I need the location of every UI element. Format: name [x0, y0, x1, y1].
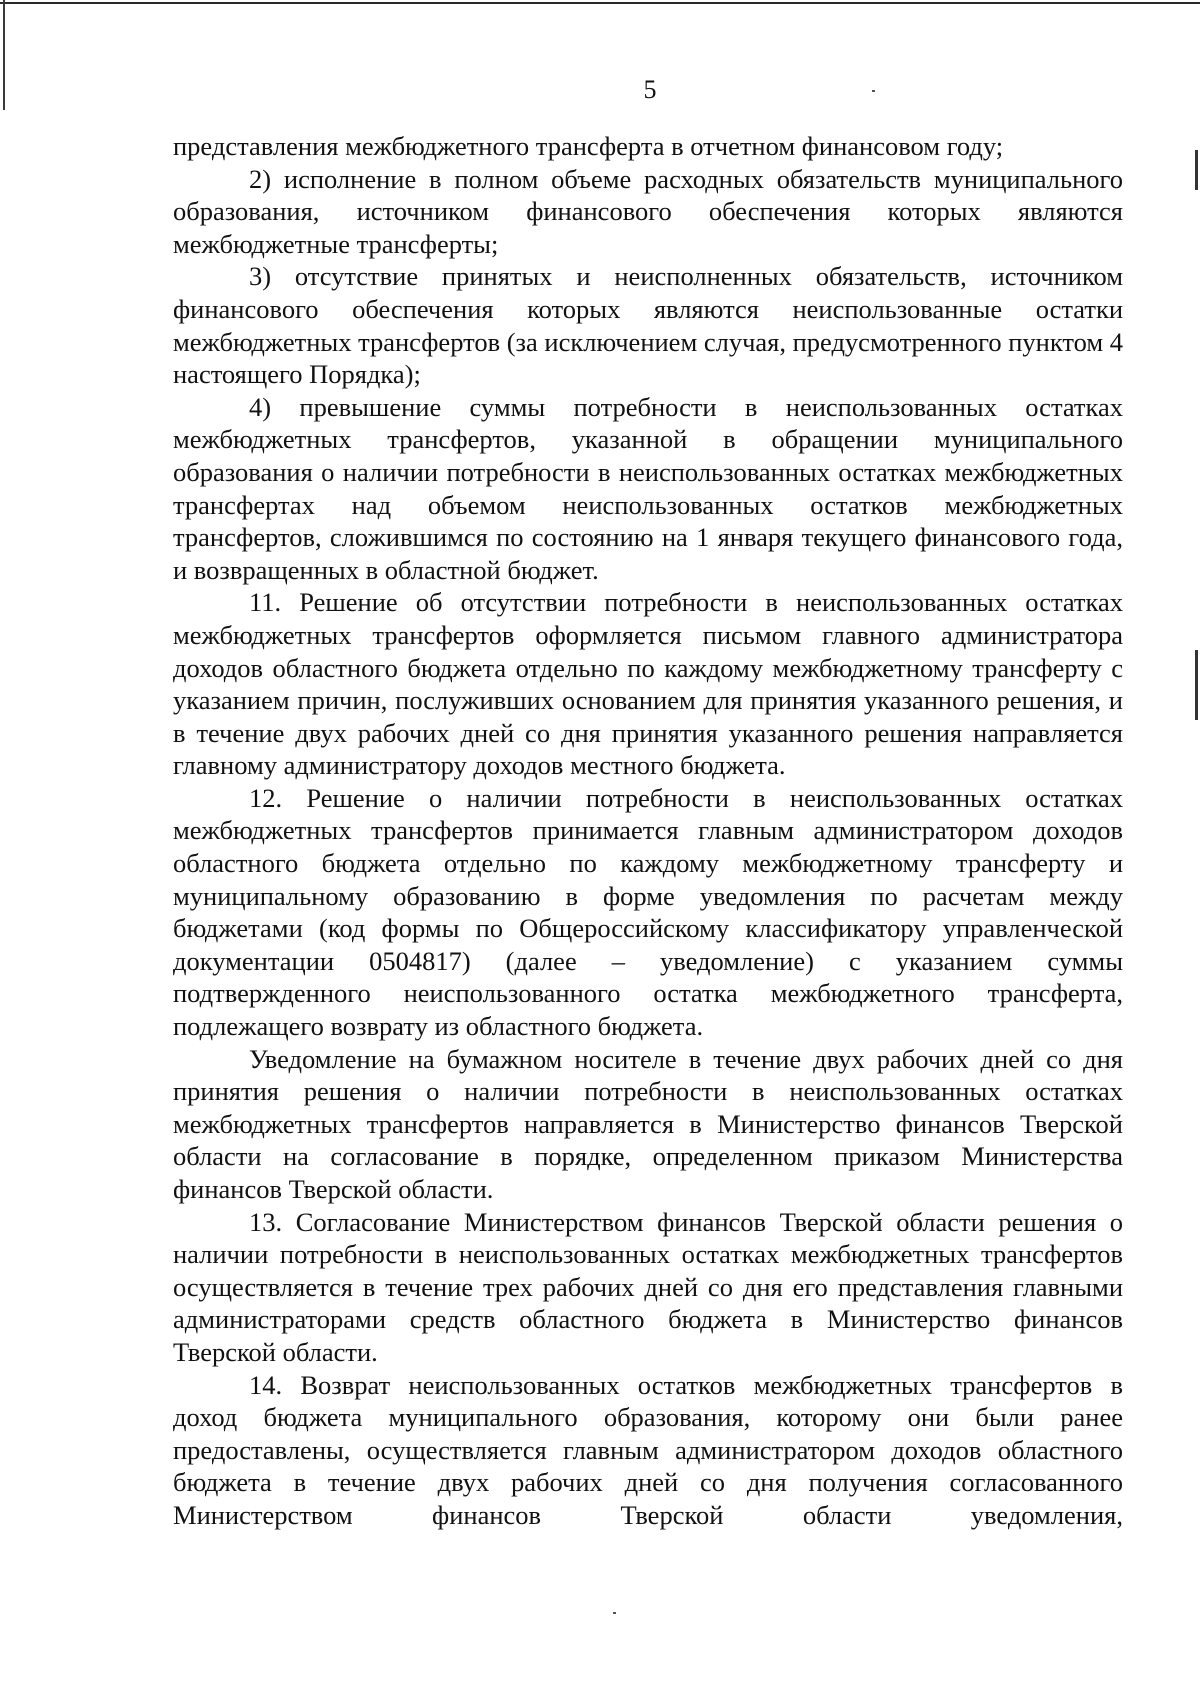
document-body	[173, 130, 1123, 1532]
paragraph-clause-14: 14. Возврат неиспользованных остатков межбюджетных трансфертов в доход бюджета муниципального образования, которому они были ранее предоставлены, осуществляется главным администратором доходов областного бюджета в течение двух рабочих дней со дня получения согласованного Министерством финансов Тверской области уведомления,	[173, 1369, 1123, 1530]
scan-speck	[613, 1612, 616, 1614]
paragraph-clause-13: 13. Согласование Министерством финансов Тверской области решения о наличии потребности в неиспользованных остатках межбюджетных трансфертов осуществляется в течение трех рабочих дней со дня его представления главными администраторами средств областного бюджета в Министерство финансов Тверской области.	[173, 1206, 1123, 1367]
scan-mark-right	[1195, 150, 1198, 190]
scan-mark-right	[1195, 650, 1198, 720]
paragraph-clause-12: 12. Решение о наличии потребности в неиспользованных остатках межбюджетных трансфертов принимается главным администратором доходов областного бюджета отдельно по каждому межбюджетному трансферту и муниципальному образованию в форме уведомления по расчетам между бюджетами (код формы по Общероссийскому классификатору управленческой документации 0504817) (далее – уведомление) с указанием суммы подтвержденного неиспользованного остатка межбюджетного трансферта, подлежащего возврату из областного бюджета.	[173, 782, 1123, 1042]
scan-border-top	[0, 2, 1200, 4]
paragraph-continuation: представления межбюджетного трансферта в отчетном финансовом году;	[173, 131, 1004, 161]
paragraph-item-4: 4) превышение суммы потребности в неиспользованных остатках межбюджетных трансфертов, указанной в обращении муниципального образования о наличии потребности в неиспользованных остатках межбюджетных трансфертах над объемом неиспользованных остатков межбюджетных трансфертов, сложившимся по состоянию на 1 января текущего финансового года, и возвращенных в областной бюджет.	[173, 391, 1123, 585]
page-number: 5	[643, 75, 657, 104]
paragraph-item-2: 2) исполнение в полном объеме расходных обязательств муниципального образования, источником финансового обеспечения которых являются межбюджетные трансферты;	[173, 163, 1123, 259]
paragraph-clause-11: 11. Решение об отсутствии потребности в неиспользованных остатках межбюджетных трансфертов оформляется письмом главного администратора доходов областного бюджета отдельно по каждому межбюджетному трансферту с указанием причин, послуживших основанием для принятия указанного решения, и в течение двух рабочих дней со дня принятия указанного решения направляется главному администратору доходов местного бюджета.	[173, 587, 1123, 781]
paragraph-item-3: 3) отсутствие принятых и неисполненных обязательств, источником финансового обеспечения которых являются неиспользованные остатки межбюджетных трансфертов (за исключением случая, предусмотренного пунктом 4 настоящего Порядка);	[173, 261, 1123, 390]
paragraph-notification: Уведомление на бумажном носителе в течение двух рабочих дней со дня принятия решения о наличии потребности в неиспользованных остатках межбюджетных трансфертов направляется в Министерство финансов Тверской области на согласование в порядке, определенном приказом Министерства финансов Тверской области.	[173, 1043, 1123, 1204]
